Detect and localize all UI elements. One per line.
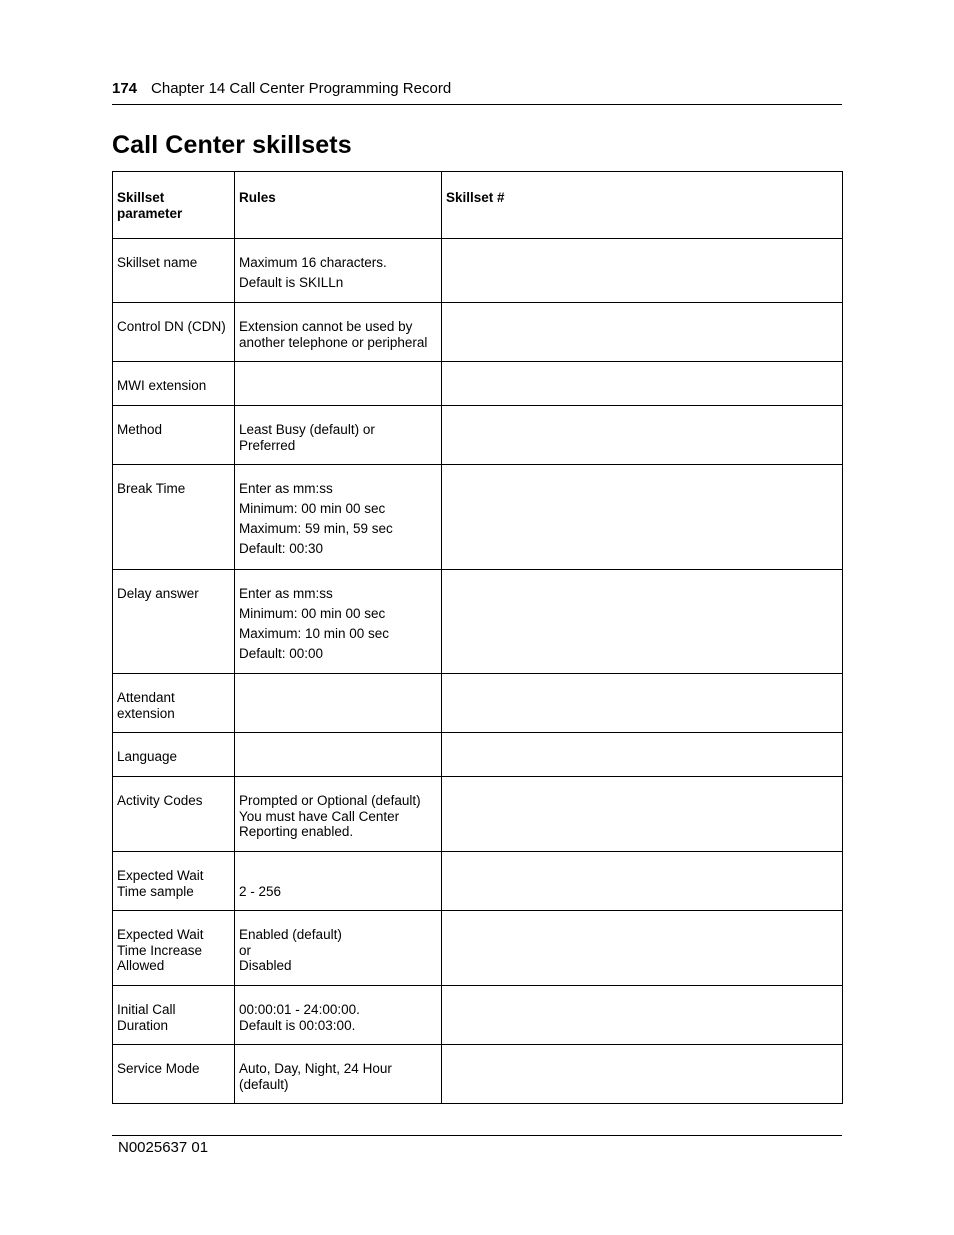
header-divider — [112, 104, 842, 105]
table-row — [113, 406, 843, 465]
parameter-text: Attendant — [117, 690, 175, 705]
header-rules: Rules — [235, 172, 442, 239]
rules-text: Maximum 16 characters. — [239, 255, 387, 270]
skillset-parameter-cell — [113, 986, 235, 1045]
rules-text: Least Busy (default) or — [239, 422, 375, 437]
rules-cell — [235, 777, 442, 852]
rules-text: Default: 00:30 — [239, 541, 324, 556]
skillset-value-cell[interactable] — [442, 852, 843, 911]
rules-cell — [235, 852, 442, 911]
skillset-value-cell[interactable] — [442, 239, 843, 303]
skillset-value-cell[interactable] — [442, 1045, 843, 1104]
table-row — [113, 986, 843, 1045]
skillset-parameter-cell — [113, 239, 235, 303]
table-row — [113, 733, 843, 777]
rules-text: You must have Call Center — [239, 808, 400, 824]
rules-text: Default is 00:03:00. — [239, 1017, 356, 1033]
parameter-text: Duration — [117, 1017, 169, 1033]
parameter-text: MWI extension — [117, 378, 207, 393]
rules-cell — [235, 674, 442, 733]
rules-text: Minimum: 00 min 00 sec — [239, 606, 386, 621]
table-row — [113, 239, 843, 303]
rules-text: Prompted or Optional (default) — [239, 793, 421, 808]
rules-text: Enabled (default) — [239, 927, 342, 942]
skillset-parameter-cell — [113, 303, 235, 362]
parameter-text: extension — [117, 705, 175, 721]
skillset-value-cell[interactable] — [442, 733, 843, 777]
rules-cell — [235, 303, 442, 362]
rules-cell — [235, 239, 442, 303]
parameter-text: Delay answer — [117, 586, 199, 601]
parameter-text: Time Increase — [117, 942, 203, 958]
table-row — [113, 777, 843, 852]
rules-text: Default: 00:00 — [239, 646, 324, 661]
table-row — [113, 852, 843, 911]
rules-text: Reporting enabled. — [239, 824, 354, 839]
rules-cell — [235, 1045, 442, 1104]
skillset-value-cell[interactable] — [442, 406, 843, 465]
parameter-text: Initial Call — [117, 1002, 176, 1017]
skillset-parameter-cell — [113, 1045, 235, 1104]
rules-text: 00:00:01 - 24:00:00. — [239, 1002, 360, 1017]
page-number: 174 — [112, 80, 138, 97]
parameter-text: Method — [117, 422, 163, 437]
rules-text: (default) — [239, 1076, 289, 1092]
table-row — [113, 362, 843, 406]
parameter-text: Expected Wait — [117, 927, 204, 942]
rules-cell — [235, 362, 442, 406]
parameter-text: Activity Codes — [117, 793, 203, 808]
rules-text: Enter as mm:ss — [239, 481, 333, 496]
skillset-value-cell[interactable] — [442, 362, 843, 406]
rules-text: Minimum: 00 min 00 sec — [239, 501, 386, 516]
table-row — [113, 674, 843, 733]
parameter-text: Expected Wait — [117, 868, 204, 883]
skillset-parameter-cell — [113, 406, 235, 465]
rules-text: Preferred — [239, 437, 296, 453]
parameter-text: Break Time — [117, 481, 186, 496]
rules-text: Enter as mm:ss — [239, 586, 333, 601]
skillset-value-cell[interactable] — [442, 911, 843, 986]
skillset-value-cell[interactable] — [442, 303, 843, 362]
chapter-title: Chapter 14 Call Center Programming Record — [151, 80, 452, 97]
parameter-text: Time sample — [117, 883, 194, 899]
table-header-row — [113, 172, 843, 239]
document-number: N0025637 01 — [118, 1139, 209, 1156]
header-skillset-number: Skillset # — [442, 172, 843, 239]
header-skillset-parameter: Skillset parameter — [113, 172, 235, 239]
footer-divider — [112, 1135, 842, 1136]
skillset-parameter-cell — [113, 911, 235, 986]
parameter-text: Service Mode — [117, 1061, 200, 1076]
parameter-text: Skillset name — [117, 255, 198, 270]
parameter-text: Control DN (CDN) — [117, 319, 226, 334]
rules-spacer — [239, 868, 437, 884]
rules-text: Maximum: 10 min 00 sec — [239, 626, 390, 641]
skillset-parameter-cell — [113, 570, 235, 674]
rules-text: Extension cannot be used by — [239, 319, 413, 334]
table-row — [113, 911, 843, 986]
table-row — [113, 1045, 843, 1104]
rules-cell — [235, 911, 442, 986]
rules-text: Maximum: 59 min, 59 sec — [239, 521, 393, 536]
table-row — [113, 303, 843, 362]
rules-text: another telephone or peripheral — [239, 334, 428, 350]
skillset-value-cell[interactable] — [442, 465, 843, 570]
skillset-value-cell[interactable] — [442, 674, 843, 733]
parameter-text: Language — [117, 749, 178, 764]
skillset-parameter-cell — [113, 362, 235, 406]
skillset-parameter-cell — [113, 852, 235, 911]
rules-text: 2 - 256 — [239, 883, 282, 899]
page-header — [112, 80, 842, 97]
skillset-parameter-cell — [113, 777, 235, 852]
rules-cell — [235, 986, 442, 1045]
rules-cell — [235, 406, 442, 465]
rules-text: Disabled — [239, 958, 292, 973]
skillset-parameter-cell — [113, 733, 235, 777]
rules-text: or — [239, 942, 252, 958]
skillset-value-cell[interactable] — [442, 986, 843, 1045]
rules-cell — [235, 465, 442, 570]
skillset-parameter-cell — [113, 674, 235, 733]
rules-cell — [235, 570, 442, 674]
table-row — [113, 570, 843, 674]
parameter-text: Allowed — [117, 958, 165, 973]
rules-text: Auto, Day, Night, 24 Hour — [239, 1061, 392, 1076]
skillset-table — [112, 171, 843, 1104]
page-title: Call Center skillsets — [112, 131, 352, 159]
skillset-value-cell[interactable] — [442, 777, 843, 852]
table-row — [113, 465, 843, 570]
skillset-value-cell[interactable] — [442, 570, 843, 674]
skillset-parameter-cell — [113, 465, 235, 570]
rules-text: Default is SKILLn — [239, 275, 344, 290]
rules-cell — [235, 733, 442, 777]
